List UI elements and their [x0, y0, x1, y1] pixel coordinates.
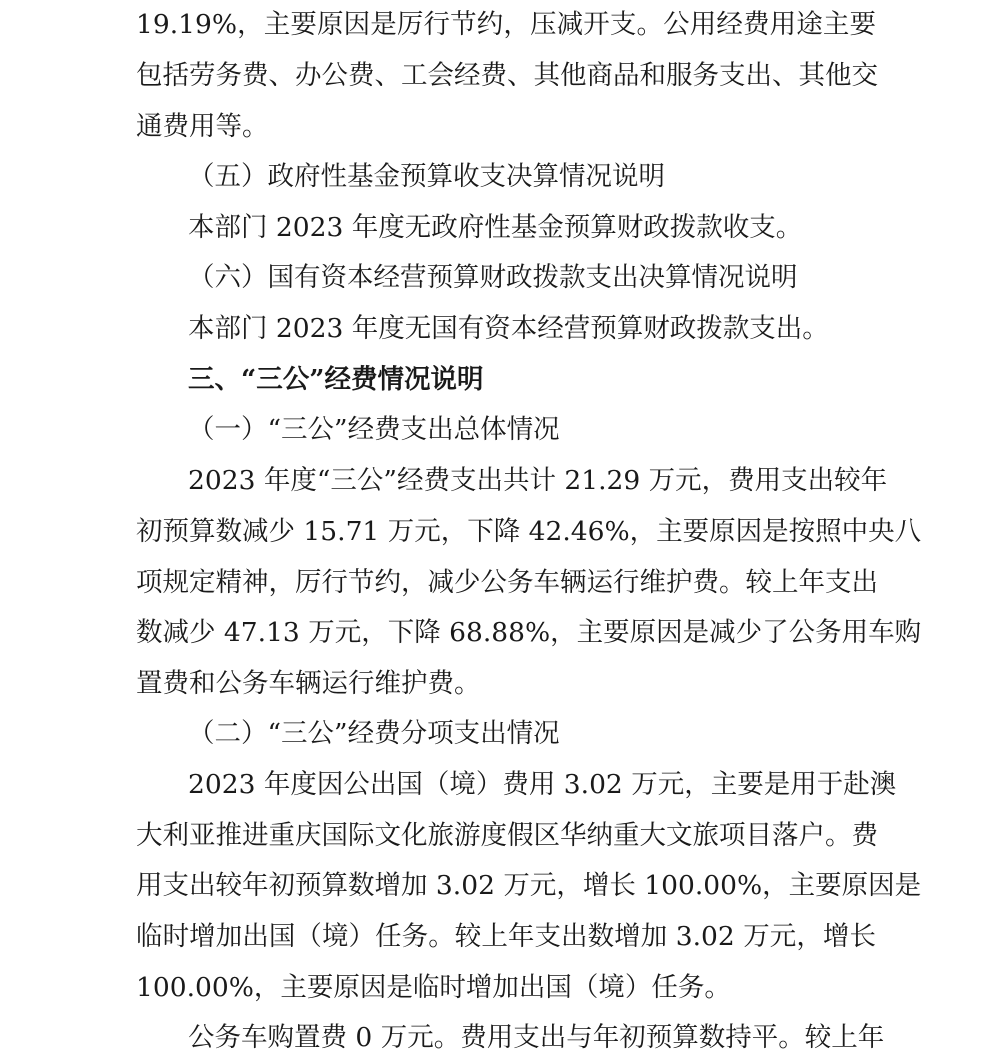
paragraph-line: 2023 年度因公出国（境）费用 3.02 万元，主要是用于赴澳: [188, 769, 897, 800]
paragraph-line: 临时增加出国（境）任务。较上年支出数增加 3.02 万元，增长: [136, 921, 876, 952]
paragraph-line: 用支出较年初预算数增加 3.02 万元，增长 100.00%，主要原因是: [136, 870, 922, 901]
section-heading: （一）“三公”经费支出总体情况: [188, 414, 560, 445]
paragraph-line: 公务车购置费 0 万元。费用支出与年初预算数持平。较上年: [188, 1022, 885, 1053]
paragraph-line: 本部门 2023 年度无政府性基金预算财政拨款收支。: [188, 212, 803, 243]
paragraph-line: 100.00%，主要原因是临时增加出国（境）任务。: [136, 972, 731, 1003]
paragraph-line: 项规定精神，厉行节约，减少公务车辆运行维护费。较上年支出: [136, 567, 878, 598]
paragraph-line: 通费用等。: [136, 111, 269, 142]
paragraph-line: 大利亚推进重庆国际文化旅游度假区华纳重大文旅项目落户。费: [136, 820, 878, 851]
chapter-heading: 三、“三公”经费情况说明: [188, 364, 484, 395]
paragraph-line: 本部门 2023 年度无国有资本经营预算财政拨款支出。: [188, 313, 829, 344]
paragraph-line: 包括劳务费、办公费、工会经费、其他商品和服务支出、其他交: [136, 60, 878, 91]
section-heading: （二）“三公”经费分项支出情况: [188, 718, 560, 749]
section-heading: （五）政府性基金预算收支决算情况说明: [188, 161, 665, 192]
paragraph-line: 初预算数减少 15.71 万元，下降 42.46%，主要原因是按照中央八: [136, 516, 922, 547]
paragraph-line: 2023 年度“三公”经费支出共计 21.29 万元，费用支出较年: [188, 465, 888, 496]
section-heading: （六）国有资本经营预算财政拨款支出决算情况说明: [188, 262, 798, 293]
paragraph-line: 置费和公务车辆运行维护费。: [136, 668, 481, 699]
paragraph-line: 数减少 47.13 万元，下降 68.88%，主要原因是减少了公务用车购: [136, 617, 922, 648]
paragraph-line: 19.19%，主要原因是厉行节约，压减开支。公用经费用途主要: [136, 9, 876, 40]
